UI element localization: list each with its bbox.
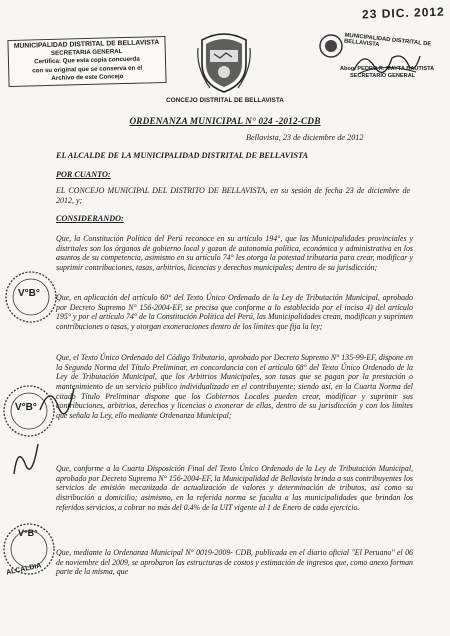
cert-line-1: MUNICIPALIDAD DISTRITAL DE BELLAVISTA [13, 39, 160, 50]
cert-line-4: con su original que se conserva en el [32, 64, 143, 75]
issuer-line: EL ALCALDE DE LA MUNICIPALIDAD DISTRITAL DE BELLAVISTA [56, 151, 308, 160]
paragraph-3: Que, el Texto Único Ordenado del Código Tributario, aprobado por Decreto Supremo N° 135-99-EF, dispone en la Segunda Norma del Título Preliminar, en concordancia con el artículo 68° del Texto Único Ordenado de la Ley de Tributación Municipal, que los Arbitrios Municipales, son tasas que se pagan por la prestación o mantenimiento de un servicio público individualizado en el contribuyente; siendo así, en la Cuarta Norma del citado Título Preliminar dispone que los Gobiernos Locales pueden crear, modificar y suprimir sus contribuciones, arbitrios, derechos y licencias o exonerar de ellas, dentro de su jurisdicción y con los límites que señala la Ley, ello mediante Ordenanza Municipal; [56, 353, 413, 420]
ordinance-title: ORDENANZA MUNICIPAL N° 024 -2012-CDB [129, 116, 321, 126]
paragraph-5: Que, mediante la Ordenanza Municipal N° 0019-2009- CDB, publicada en el diario oficial "El Peruano" el 06 de noviembre del 2009, se aprobaron las estructuras de costos y estimación de ingresos que, como anexo forman parte de la misma, que [56, 548, 413, 577]
signature-icon [8, 438, 48, 478]
por-cuanto-heading: POR CUANTO: [56, 170, 111, 179]
paragraph-4: Que, conforme a la Cuarta Disposición Final del Texto Único Ordenado de la Ley de Tributación Municipal, aprobado por Decreto Supremo N° 156-2004-EF, la Municipalidad de Bellavista brinda a sus contribuyentes los servicios de emisión mecanizada de actualización de valores y determinación de tributos, así como su distribución a domicilio; asimismo, en la referida norma se faculta a las municipalidades que brindan los referidos servicios, a cobrar no más del 0.4% de la UIT vigente al 1 de Enero de cada ejercicio. [56, 464, 413, 512]
cert-line-3: Certifica: Que esta copia concuerda [34, 55, 140, 66]
secretary-name: Abog. PEDRO R. MAYTA BAUTISTA [340, 66, 435, 72]
vb-label-3: V°B° [18, 528, 38, 538]
vb-label-1: V°B° [18, 288, 40, 299]
council-session-text: EL CONCEJO MUNICIPAL DEL DISTRITO DE BELLAVISTA, en su sesión de fecha 23 de diciembre de 2012, y; [56, 186, 410, 205]
cert-line-2: SECRETARIA GENERAL [50, 47, 123, 57]
ordinance-date: Bellavista, 23 de diciembre de 2012 [246, 133, 364, 142]
council-label: CONCEJO DISTRITAL DE BELLAVISTA [166, 97, 284, 104]
alcaldia-stamp-text: MUNICIPALIDAD DISTRITAL DE BELLAVISTA [343, 32, 432, 49]
paragraph-1: Que, la Constitución Política del Perú reconoce en su artículo 194°, que las Municipalidades provinciales y distritales son los órganos de gobierno local y gozan de autonomía política, económica y administrativa en los asuntos de su competencia, asimismo en su artículo 74° les otorga la potestad tributaria para crear, modificar y suprimir contribuciones, tasas, arbitrios, licencias y derechos municipales; dentro de su jurisdicción; [56, 234, 413, 272]
signature-icon [36, 380, 76, 420]
coat-of-arms-icon [196, 28, 252, 94]
cert-line-5: Archivo de este Concejo [51, 73, 124, 83]
municipal-seal-icon [318, 33, 344, 59]
alcaldia-seal-label: ALCALDIA [5, 562, 43, 577]
certification-stamp [7, 36, 166, 87]
vb-label-2: V°B° [15, 402, 37, 413]
considerando-heading: CONSIDERANDO: [56, 214, 124, 223]
paragraph-2: Que, en aplicación del artículo 60° del Texto Único Ordenado de la Ley de Tributación Municipal, aprobado por Decreto Supremo N° 156-2004-EF, se precisa que conforme a lo establecido por el inciso 4) del artículo 195° y por el artículo 74° de la Constitución Política del Perú, las Municipalidades crean, modifican y suprimen contribuciones o tasas, y otorgan exoneraciones dentro de los límites que fija la ley; [56, 293, 413, 331]
received-date-stamp: 23 DIC. 2012 [361, 4, 445, 22]
secretary-stamp [340, 66, 434, 80]
secretary-role: SECRETARIO GENERAL [350, 73, 416, 79]
